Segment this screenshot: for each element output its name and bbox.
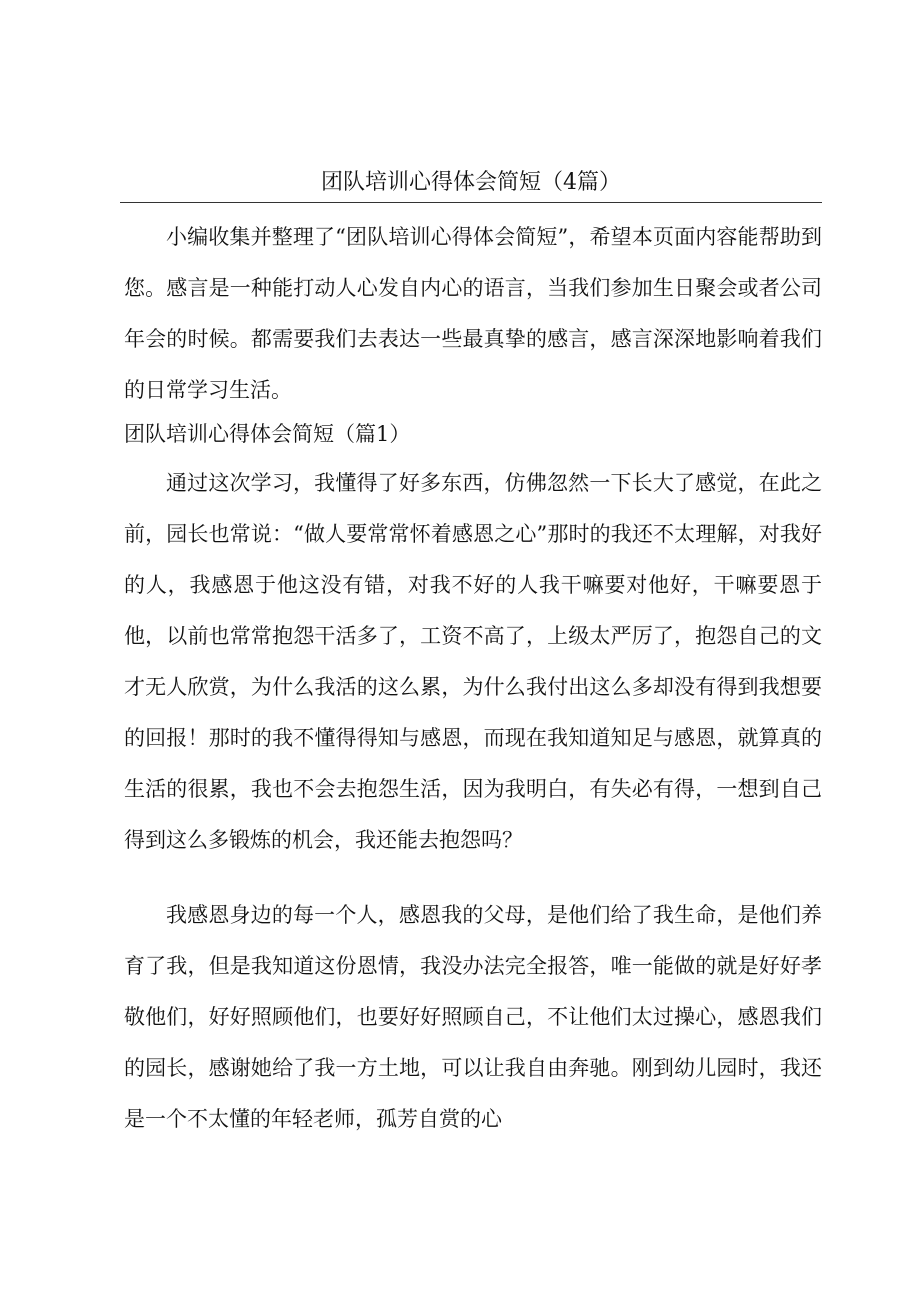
body-paragraph-2: 我感恩身边的每一个人，感恩我的父母，是他们给了我生命，是他们养育了我，但是我知道这份恩情，我没办法完全报答，唯一能做的就是好好孝敬他们，好好照顾他们，也要好好照顾自己，不让他们太过操心，感恩我们的园长，感谢她给了我一方土地，可以让我自由奔驰。刚到幼儿园时，我还是一个不太懂的年轻老师，孤芳自赏的心: [124, 903, 822, 1131]
intro-paragraph: 小编收集并整理了“团队培训心得体会简短”，希望本页面内容能帮助到您。感言是一种能打动人心发自内心的语言，当我们参加生日聚会或者公司年会的时候。都需要我们去表达一些最真挚的感言，感言深深地影响着我们的日常学习生活。: [124, 225, 822, 402]
document-title: 团队培训心得体会简短（4篇）: [321, 170, 621, 195]
section-heading: 团队培训心得体会简短（篇1）: [124, 422, 411, 446]
body-paragraph-1: 通过这次学习，我懂得了好多东西，仿佛忽然一下长大了感觉，在此之前，园长也常说：“做人要常常怀着感恩之心”那时的我还不太理解，对我好的人，我感恩于他这没有错，对我不好的人我干嘛要对他好，干嘛要恩于他，以前也常常抱怨干活多了，工资不高了，上级太严厉了，抱怨自己的文才无人欣赏，为什么我活的这么累，为什么我付出这么多却没有得到我想要的回报！那时的我不懂得得知与感恩，而现在我知道知足与感恩，就算真的生活的很累，我也不会去抱怨生活，因为我明白，有失必有得，一想到自己得到这么多锻炼的机会，我还能去抱怨吗？: [124, 471, 822, 852]
title-underline: [120, 202, 822, 203]
